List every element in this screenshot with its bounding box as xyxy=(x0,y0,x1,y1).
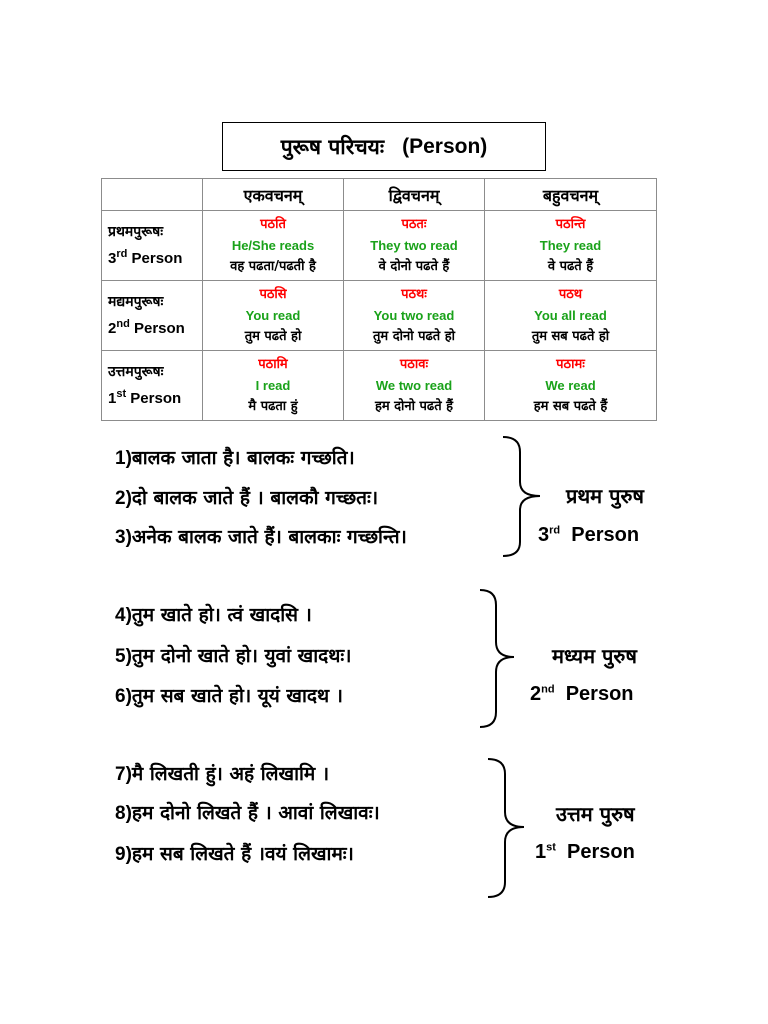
hindi-meaning: मै पढता हुं xyxy=(248,399,298,414)
sanskrit-form: पठतः xyxy=(401,217,427,232)
person-english: 3rd Person xyxy=(108,248,183,267)
person-english: 2nd Person xyxy=(108,318,185,337)
header-singular: एकवचनम् xyxy=(203,179,344,211)
example-sentence: 1)बालक जाता है। बालकः गच्छति। xyxy=(115,447,355,469)
sanskrit-form: पठामः xyxy=(556,357,585,372)
english-meaning: You read xyxy=(245,308,301,323)
title-hindi: पुरूष परिचयः xyxy=(280,134,385,159)
person-english: 1st Person xyxy=(108,388,182,407)
sanskrit-form: पठति xyxy=(260,217,286,232)
group-label-english: 2nd Person xyxy=(530,683,634,705)
hindi-meaning: वे दोनो पढते हैं xyxy=(378,259,450,274)
example-sentence: 9)हम सब लिखते हैं ।वयं लिखामः। xyxy=(115,843,354,865)
sanskrit-form: पठथः xyxy=(401,287,427,302)
english-meaning: You two read xyxy=(373,308,455,323)
hindi-meaning: तुम दोनो पढते हो xyxy=(373,329,455,344)
hindi-meaning: हम दोनो पढते हैं xyxy=(374,399,454,414)
english-meaning: You all read xyxy=(534,308,607,323)
sanskrit-form: पठावः xyxy=(399,357,429,372)
english-meaning: I read xyxy=(255,378,291,393)
english-meaning: He/She reads xyxy=(231,238,315,253)
group-label-english: 3rd Person xyxy=(538,524,640,546)
person-hindi: प्रथमपुरूषः xyxy=(108,224,164,240)
english-meaning: They two read xyxy=(370,238,458,253)
hindi-meaning: हम सब पढते हैं xyxy=(533,399,608,414)
group-label-hindi: उत्तम पुरुष xyxy=(556,802,635,826)
example-sentence: 8)हम दोनो लिखते हैं । आवां लिखावः। xyxy=(115,802,380,824)
group-label-hindi: मध्यम पुरुष xyxy=(552,644,637,668)
example-sentence: 5)तुम दोनो खाते हो। युवां खादथः। xyxy=(115,645,352,667)
curly-brace-icon xyxy=(503,437,540,556)
curly-brace-icon xyxy=(480,590,514,727)
title-english: (Person) xyxy=(402,134,488,158)
hindi-meaning: वे पढते हैं xyxy=(547,259,594,274)
example-sentence: 4)तुम खाते हो। त्वं खादसि । xyxy=(115,604,312,626)
example-sentence: 6)तुम सब खाते हो। यूयं खादथ । xyxy=(115,685,343,707)
header-plural: बहुवचनम् xyxy=(485,179,657,211)
group-label-english: 1st Person xyxy=(535,841,635,863)
hindi-meaning: तुम पढते हो xyxy=(244,329,302,344)
sanskrit-form: पठसि xyxy=(259,287,287,302)
english-meaning: We two read xyxy=(375,378,453,393)
group-label-hindi: प्रथम पुरुष xyxy=(566,484,644,508)
curly-brace-icon xyxy=(488,759,524,897)
sanskrit-form: पठथ xyxy=(558,287,583,302)
hindi-meaning: वह पढता/पढती है xyxy=(230,259,316,274)
english-meaning: We read xyxy=(545,378,596,393)
example-sentence: 7)मै लिखती हुं। अहं लिखामि । xyxy=(115,763,330,785)
example-sentence: 2)दो बालक जाते हैं । बालकौ गच्छतः। xyxy=(115,487,379,509)
english-meaning: They read xyxy=(539,238,602,253)
person-hindi: मद्यमपुरूषः xyxy=(108,294,164,310)
sanskrit-form: पठामि xyxy=(258,357,288,372)
sanskrit-form: पठन्ति xyxy=(555,217,586,232)
example-sentence: 3)अनेक बालक जाते हैं। बालकाः गच्छन्ति। xyxy=(115,526,407,548)
hindi-meaning: तुम सब पढते हो xyxy=(531,329,610,344)
header-dual: द्विवचनम् xyxy=(344,179,485,211)
person-hindi: उत्तमपुरूषः xyxy=(108,364,164,380)
